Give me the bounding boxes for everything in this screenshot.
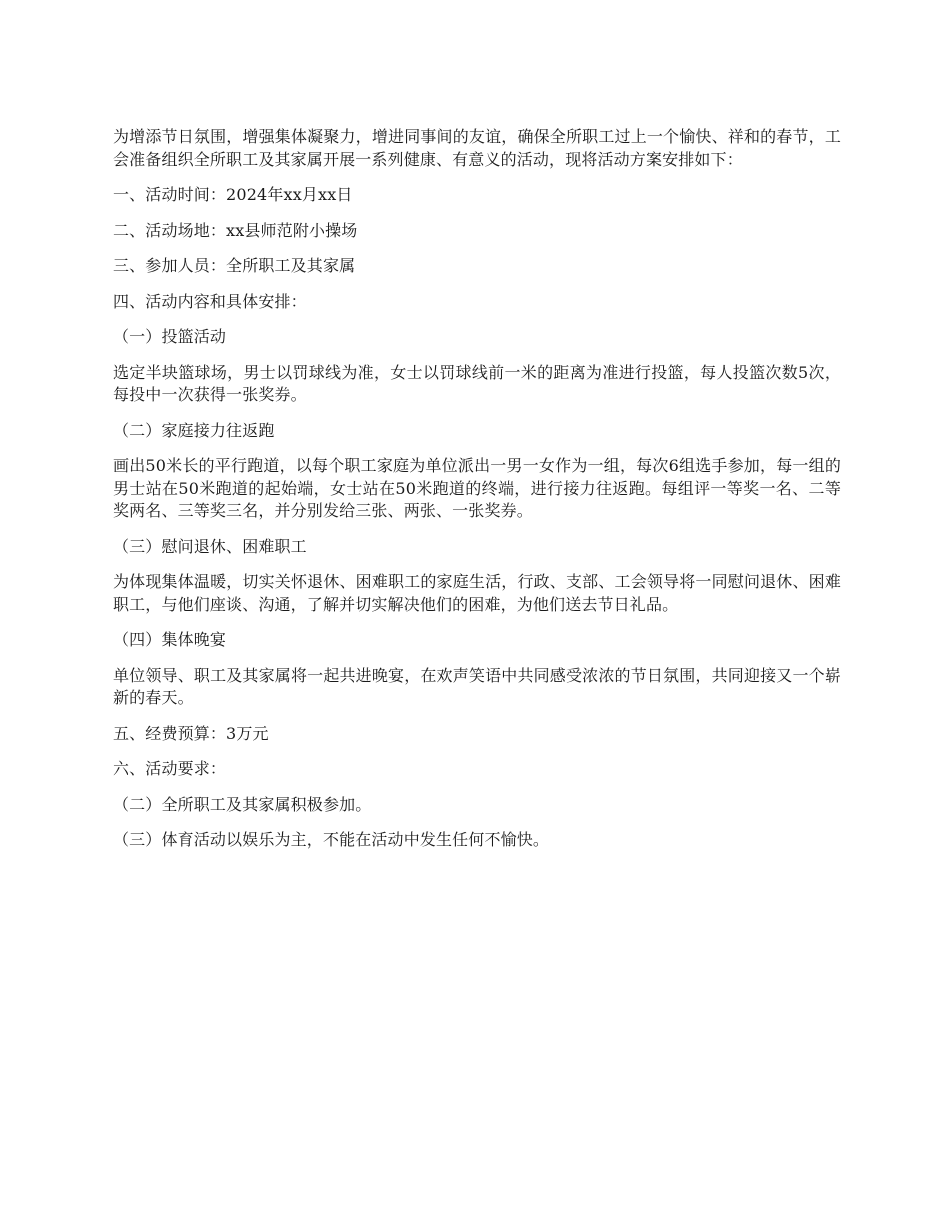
subheading-relay: （二）家庭接力往返跑 <box>113 420 275 440</box>
relay-paragraph: 画出50米长的平行跑道，以每个职工家庭为单位派出一男一女作为一组，每次6组选手参加，每一组的男士站在50米跑道的起始端，女士站在50米跑道的终端，进行接力往返跑。每组评一等奖一名、二等奖两名、三等奖三名，并分别发给三张、两张、一张奖券。 <box>113 456 841 520</box>
activity-venue: 二、活动场地：xx县师范附小操场 <box>113 220 358 240</box>
basketball-paragraph: 选定半块篮球场，男士以罚球线为准，女士以罚球线前一米的距离为准进行投篮，每人投篮次数5次，每投中一次获得一张奖券。 <box>113 362 841 404</box>
subheading-basketball: （一）投篮活动 <box>113 327 227 346</box>
document-body <box>113 126 841 852</box>
activity-time: 一、活动时间：2024年xx月xx日 <box>113 185 353 204</box>
requirement-item: （三）体育活动以娱乐为主，不能在活动中发生任何不愉快。 <box>113 830 550 849</box>
budget-line: 五、经费预算：3万元 <box>113 723 269 743</box>
visit-paragraph: 为体现集体温暖，切实关怀退休、困难职工的家庭生活，行政、支部、工会领导将一同慰问退休、困难职工，与他们座谈、沟通，了解并切实解决他们的困难，为他们送去节日礼品。 <box>113 572 841 614</box>
banquet-paragraph: 单位领导、职工及其家属将一起共进晚宴，在欢声笑语中共同感受浓浓的节日氛围，共同迎接又一个崭新的春天。 <box>113 665 841 707</box>
subheading-visit: （三）慰问退休、困难职工 <box>113 536 307 556</box>
participants: 三、参加人员：全所职工及其家属 <box>113 256 356 275</box>
requirements-heading: 六、活动要求： <box>113 759 227 778</box>
requirement-item: （二）全所职工及其家属积极参加。 <box>113 794 372 814</box>
section-heading-content: 四、活动内容和具体安排： <box>113 291 307 311</box>
subheading-banquet: （四）集体晚宴 <box>113 630 227 649</box>
intro-paragraph: 为增添节日氛围，增强集体凝聚力，增进同事间的友谊，确保全所职工过上一个愉快、祥和的春节，工会准备组织全所职工及其家属开展一系列健康、有意义的活动，现将活动方案安排如下： <box>113 127 841 169</box>
